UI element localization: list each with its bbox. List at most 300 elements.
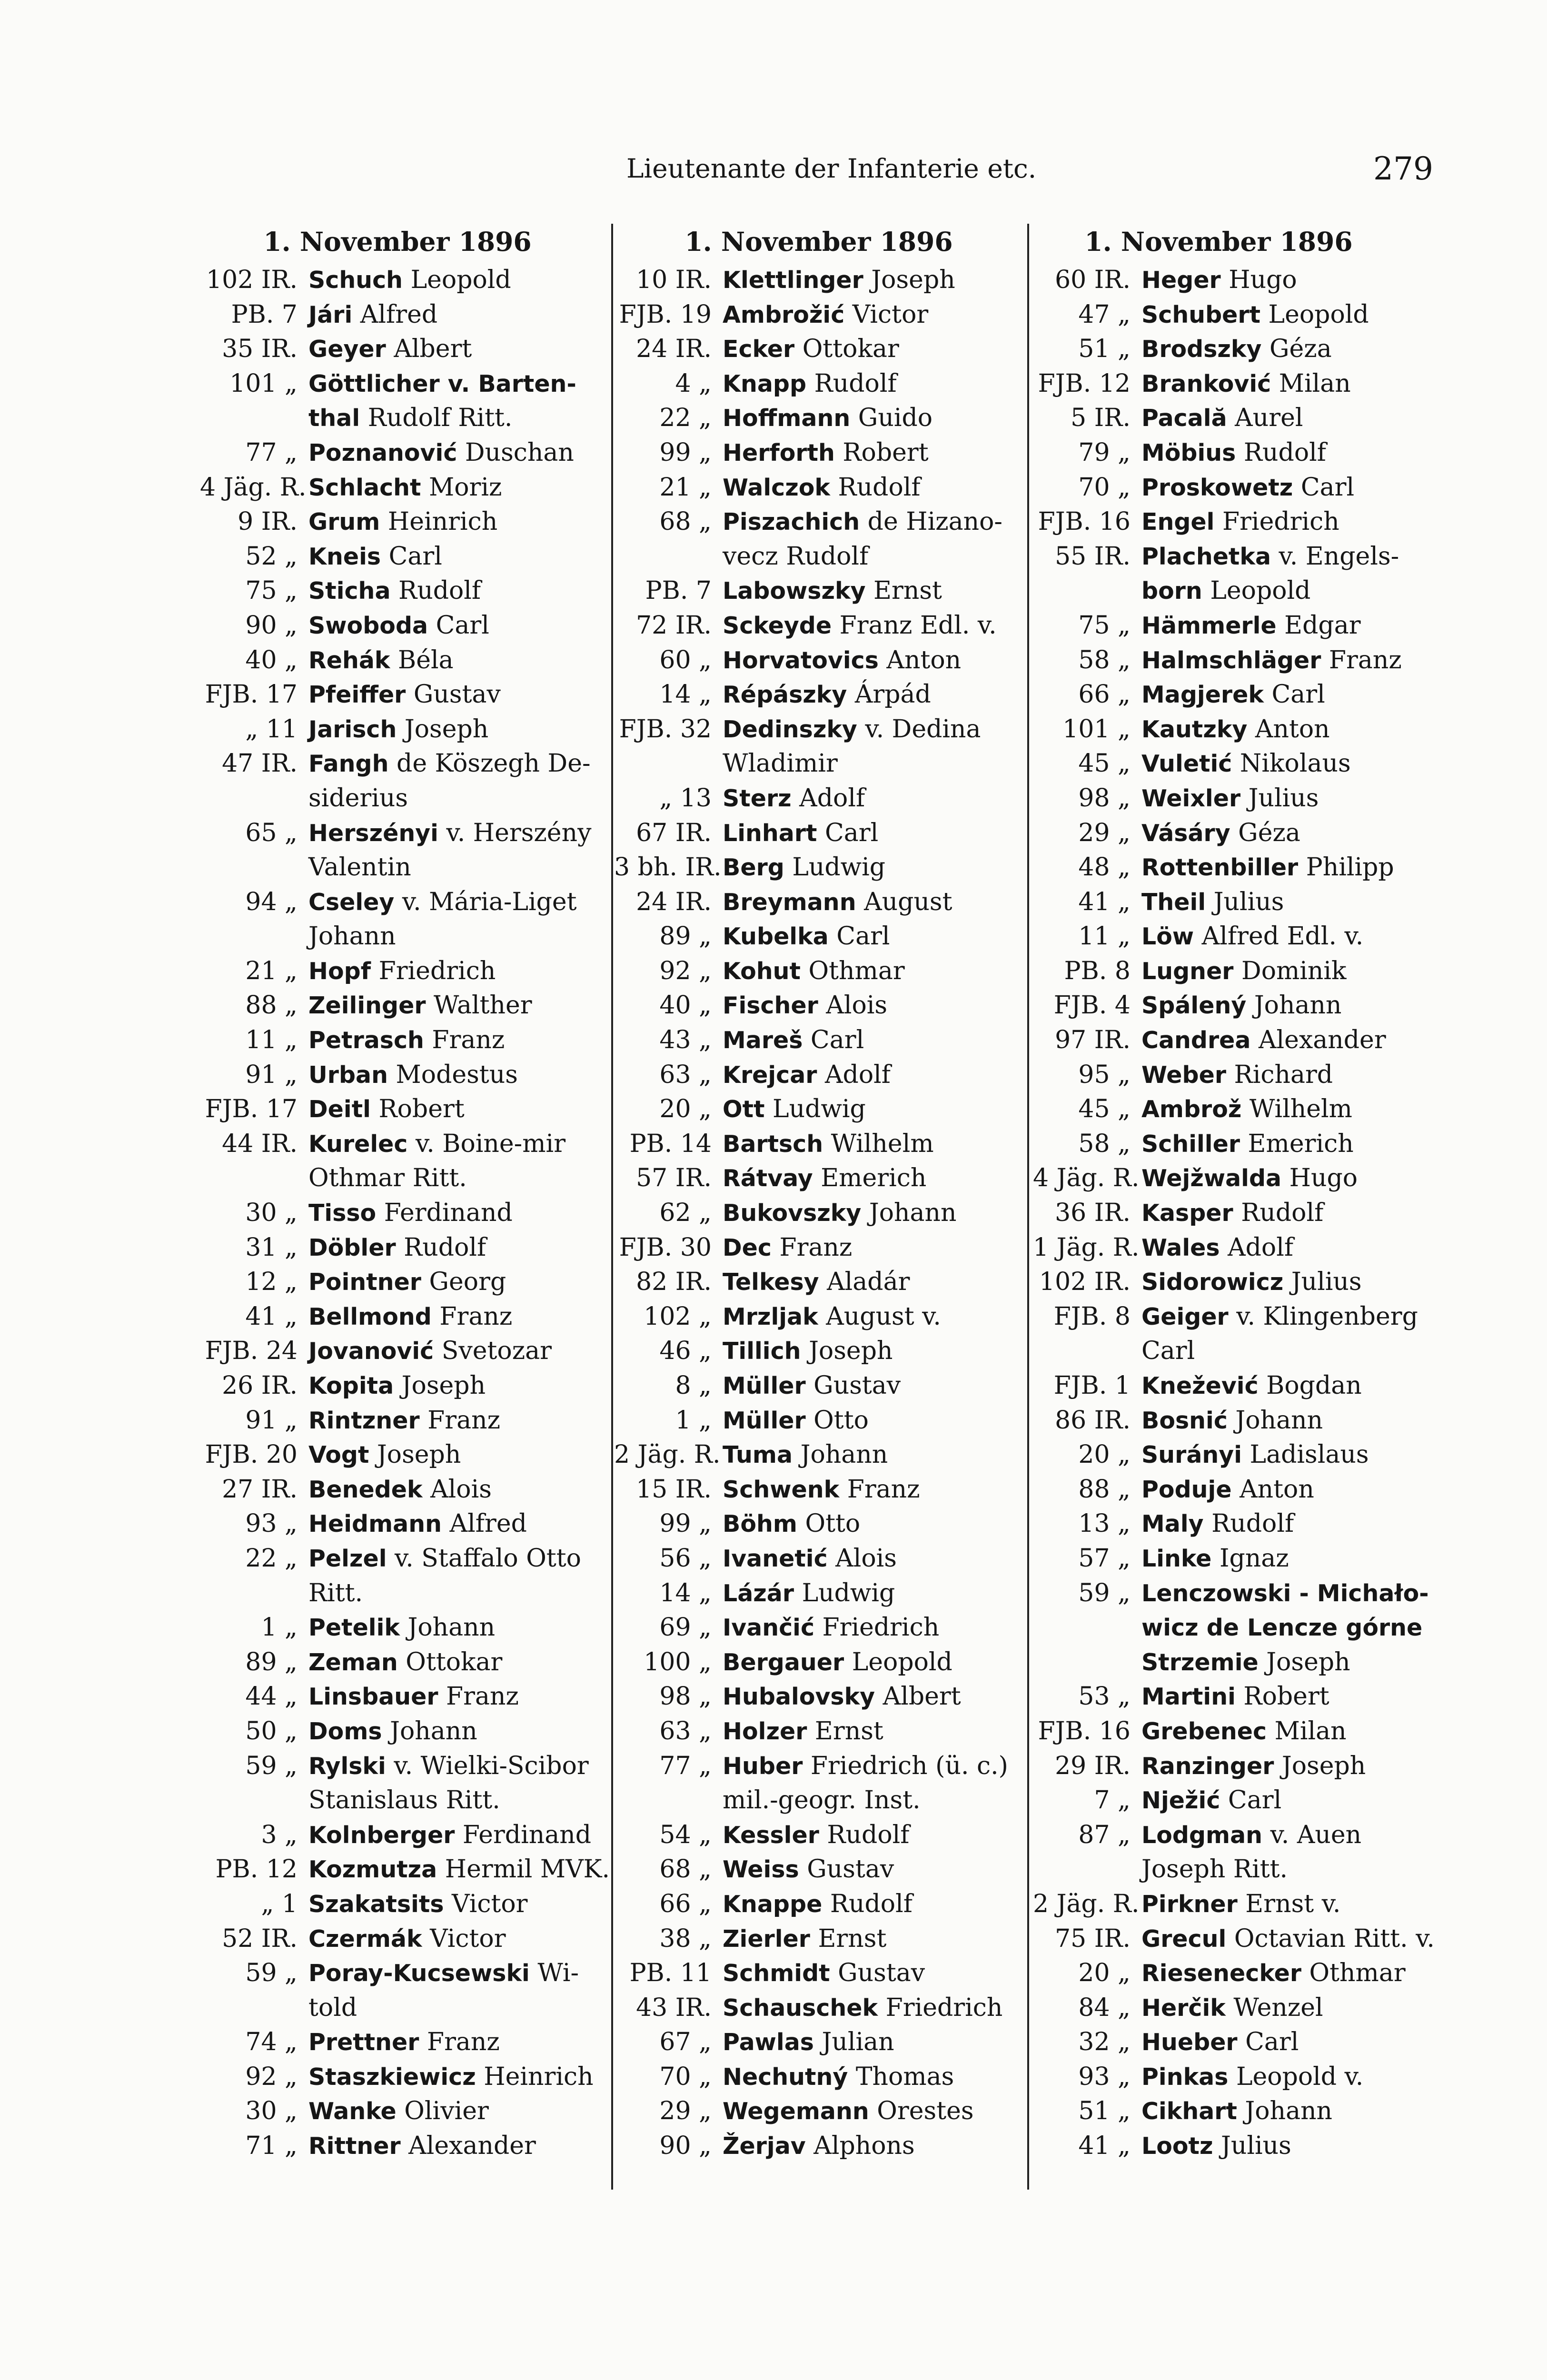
entry-text [723, 367, 897, 402]
entry-text [723, 712, 981, 747]
unit-label: 29 IR. [1055, 1751, 1130, 1780]
entry-text [723, 643, 961, 678]
given-name: Rudolf [806, 369, 897, 398]
unit-label: 102 „ [644, 1302, 712, 1331]
list-item [614, 2060, 1023, 2094]
list-item [614, 1230, 1023, 1265]
list-item [200, 1922, 595, 1956]
given-name: Wi- [529, 1959, 579, 1988]
list-item [1033, 574, 1404, 608]
surname: Prettner [308, 2029, 419, 2056]
entry-text [308, 1472, 492, 1507]
unit-label: 94 „ [245, 887, 298, 916]
list-item [1033, 539, 1404, 574]
surname: Magjerek [1141, 681, 1264, 709]
list-item [1033, 470, 1404, 505]
unit-label: 44 IR. [222, 1129, 298, 1158]
entry-text [723, 988, 887, 1023]
unit-label: PB. 11 [629, 1959, 712, 1988]
given-name: Ritt. [308, 1578, 363, 1607]
given-name: Ferdinand [455, 1820, 591, 1849]
surname: Vásáry [1141, 819, 1230, 847]
unit-label: 59 „ [245, 1751, 298, 1780]
list-item [1033, 332, 1404, 367]
unit-label: 41 „ [245, 1302, 298, 1331]
list-item [200, 1991, 595, 2025]
list-item [614, 1714, 1023, 1749]
surname: Breymann [723, 888, 856, 916]
given-name: Carl [803, 1026, 864, 1055]
entry-text [1141, 1334, 1195, 1369]
entry-text [723, 1472, 920, 1507]
surname: Candrea [1141, 1027, 1251, 1054]
surname: Theil [1141, 888, 1206, 916]
surname: Branković [1141, 370, 1271, 397]
entry-text [723, 505, 1002, 540]
unit-label: 4 Jäg. R. [200, 473, 307, 502]
entry-text [1141, 2094, 1332, 2129]
given-name: Alfred Edl. v. [1194, 922, 1364, 951]
unit-label: 30 „ [245, 1199, 298, 1228]
entry-text [308, 1818, 591, 1853]
list-item [200, 954, 595, 989]
unit-label: 38 „ [659, 1924, 712, 1953]
surname: Halmschläger [1141, 646, 1321, 674]
entry-text [723, 1023, 864, 1058]
surname: Fangh [308, 750, 389, 778]
unit-label: 41 „ [1078, 2132, 1130, 2161]
given-name: Valentin [308, 853, 411, 882]
surname: Deitl [308, 1096, 371, 1123]
entry-text [723, 332, 899, 367]
given-name: Alexander [1250, 1026, 1386, 1055]
given-name: v. Engels- [1271, 542, 1399, 571]
column-divider [611, 224, 613, 2190]
column-heading: 1. November 1896 [1084, 226, 1353, 257]
entry-text [308, 263, 511, 298]
entry-text [723, 1368, 901, 1404]
unit-label: 100 „ [644, 1647, 712, 1676]
surname: Huber [723, 1752, 803, 1780]
surname: Zeilinger [308, 992, 426, 1020]
list-item [200, 919, 595, 954]
entry-text [723, 2094, 974, 2129]
given-name: Ernst [865, 576, 942, 605]
entry-text [1141, 1887, 1340, 1922]
list-item [614, 332, 1023, 367]
unit-label: 55 IR. [1055, 542, 1130, 571]
list-item [200, 367, 595, 401]
list-item [614, 436, 1023, 470]
list-item [200, 1541, 595, 1576]
given-name: Edgar [1276, 611, 1361, 640]
entry-text [308, 1161, 467, 1196]
entry-text [1141, 677, 1325, 713]
entry-text [308, 436, 574, 471]
surname: Weiss [723, 1856, 799, 1884]
surname: Kautzky [1141, 715, 1248, 743]
entry-text [1141, 1161, 1358, 1196]
unit-label: FJB. 30 [619, 1233, 712, 1262]
unit-label: 44 „ [245, 1682, 298, 1711]
entry-text [308, 1023, 505, 1058]
unit-label: 92 „ [659, 956, 712, 985]
unit-label: 4 Jäg. R. [1033, 1164, 1140, 1193]
list-item [1033, 367, 1404, 401]
unit-label: 89 „ [245, 1647, 298, 1676]
list-item [200, 712, 595, 747]
given-name: Adolf [817, 1060, 891, 1089]
entry-text [723, 1299, 941, 1335]
entry-text [1141, 1991, 1323, 2026]
unit-label: 46 „ [659, 1337, 712, 1366]
unit-label: 40 „ [245, 645, 298, 674]
list-item [614, 781, 1023, 816]
unit-label: 101 „ [229, 369, 298, 398]
entry-text [1141, 1576, 1429, 1611]
given-name: Aurel [1227, 404, 1303, 433]
entry-text [723, 2129, 915, 2164]
entry-text [308, 401, 512, 436]
surname: Heidmann [308, 1510, 442, 1538]
given-name: Carl [1237, 2028, 1299, 2057]
list-item [614, 1645, 1023, 1680]
unit-label: FJB. 16 [1038, 1716, 1130, 1745]
unit-label: 2 Jäg. R. [614, 1440, 721, 1469]
given-name: Julius [1240, 783, 1319, 813]
entry-text [308, 885, 577, 920]
given-name: Joseph [801, 1337, 893, 1366]
given-name: Joseph [394, 1371, 486, 1400]
list-item [1033, 1541, 1404, 1576]
list-item [200, 470, 595, 505]
list-item [614, 401, 1023, 436]
surname: Geiger [1141, 1303, 1229, 1330]
entry-text [723, 1161, 926, 1196]
surname: Rylski [308, 1752, 386, 1780]
unit-label: 68 „ [659, 507, 712, 536]
given-name: Gustav [805, 1371, 901, 1400]
surname: Poray-Kucsewski [308, 1960, 530, 1987]
entry-text [1141, 263, 1297, 298]
entry-text [1141, 1058, 1333, 1093]
surname: Urban [308, 1061, 388, 1089]
list-item [1033, 1852, 1404, 1887]
given-name: Carl [381, 542, 442, 571]
list-item [200, 401, 595, 436]
given-name: Wilhelm [1241, 1095, 1352, 1124]
list-item [1033, 1438, 1404, 1472]
list-item [614, 505, 1023, 539]
entry-text [723, 1507, 860, 1542]
given-name: Heinrich [380, 507, 498, 536]
list-item [200, 539, 595, 574]
entry-text [308, 1127, 565, 1162]
surname: Hubalovsky [723, 1683, 875, 1711]
unit-label: 43 „ [659, 1026, 712, 1055]
list-item [614, 885, 1023, 920]
surname: Göttlicher v. Barten- [308, 370, 576, 397]
entry-text [308, 539, 442, 575]
given-name: Johann [1227, 1406, 1323, 1435]
given-name: Ernst [807, 1716, 883, 1745]
unit-label: 68 „ [659, 1855, 712, 1884]
column-3 [1033, 224, 1435, 2190]
surname: Rintzner [308, 1407, 420, 1434]
entry-text [308, 1679, 519, 1715]
given-name: Rudolf [822, 1889, 912, 1918]
entry-text [1141, 1438, 1369, 1473]
list-item [1033, 885, 1404, 920]
surname: wicz de Lencze górne [1141, 1614, 1423, 1642]
given-name: told [308, 1993, 357, 2022]
list-item [200, 1852, 610, 1887]
entry-text [1141, 919, 1363, 954]
list-item [614, 263, 1023, 298]
unit-label: 66 „ [1078, 680, 1130, 709]
unit-label: 70 „ [659, 2062, 712, 2091]
entry-text [1141, 1783, 1281, 1818]
unit-label: 102 IR. [1039, 1268, 1130, 1297]
entry-text [723, 1991, 1002, 2026]
given-name: Ernst [810, 1924, 887, 1953]
entry-text [308, 1956, 579, 1991]
surname: Berg [723, 854, 784, 882]
unit-label: 2 Jäg. R. [1033, 1889, 1140, 1918]
entry-text [308, 1334, 552, 1369]
surname: Benedek [308, 1476, 423, 1503]
surname: Ivančić [723, 1614, 815, 1642]
surname: Hämmerle [1141, 612, 1277, 639]
unit-label: 5 IR. [1071, 404, 1130, 433]
list-item [200, 643, 595, 678]
entry-text [308, 1887, 528, 1922]
list-item [1033, 1991, 1404, 2025]
entry-text [723, 1679, 961, 1715]
unit-label: 51 „ [1078, 335, 1130, 364]
given-name: Leopold v. [1228, 2062, 1364, 2091]
given-name: Rudolf [819, 1820, 910, 1849]
list-item [614, 574, 1023, 608]
entry-text [308, 677, 501, 713]
surname: Kasper [1141, 1200, 1233, 1227]
list-item [614, 1472, 1023, 1507]
column-1 [200, 224, 610, 2190]
given-name: Friedrich (ü. c.) [803, 1751, 1008, 1780]
entry-text [308, 919, 396, 954]
entry-text [308, 1507, 527, 1542]
entry-text [308, 2060, 594, 2095]
entry-text [723, 954, 905, 989]
surname: Surányi [1141, 1441, 1242, 1469]
surname: Zierler [723, 1925, 810, 1953]
given-name: Rudolf [1236, 438, 1327, 467]
list-item [200, 574, 595, 608]
entry-text [308, 1852, 610, 1887]
entry-text [1141, 954, 1347, 989]
unit-label: 11 „ [245, 1026, 298, 1055]
list-item [614, 1541, 1023, 1576]
unit-label: 87 „ [1078, 1820, 1130, 1849]
given-name: Carl [1263, 680, 1325, 709]
entry-text [723, 1956, 925, 1991]
surname: Rátvay [723, 1165, 813, 1192]
list-item [200, 988, 595, 1023]
list-item [1033, 919, 1404, 954]
unit-label: 20 „ [1078, 1959, 1130, 1988]
unit-label: 82 IR. [636, 1268, 712, 1297]
unit-label: 70 „ [1078, 473, 1130, 502]
list-item [1033, 1472, 1404, 1507]
entry-text [723, 1127, 934, 1162]
unit-label: 57 „ [1078, 1544, 1130, 1573]
list-item [200, 1127, 595, 1161]
entry-text [1141, 401, 1303, 436]
surname: Répászky [723, 681, 847, 709]
given-name: Friedrich [371, 956, 496, 985]
entry-text [308, 2129, 536, 2164]
given-name: Franz [1321, 645, 1402, 674]
entry-text [308, 1403, 500, 1438]
unit-label: „ 13 [659, 783, 712, 813]
given-name: siderius [308, 783, 408, 813]
surname: Ambrož [1141, 1096, 1242, 1123]
unit-label: 99 „ [659, 1509, 712, 1538]
given-name: Olivier [396, 2097, 489, 2126]
entry-text [1141, 1368, 1362, 1404]
given-name: August [856, 887, 952, 916]
unit-label: FJB. 20 [205, 1440, 298, 1469]
given-name: Wilhelm [823, 1129, 934, 1158]
unit-label: 9 IR. [238, 507, 298, 536]
surname: Schlacht [308, 474, 421, 501]
given-name: Alois [827, 1544, 897, 1573]
given-name: Franz [419, 1406, 500, 1435]
list-item [1033, 1783, 1404, 1818]
given-name: Franz [839, 1475, 920, 1504]
list-item [200, 1230, 595, 1265]
list-item [614, 919, 1023, 954]
given-name: Hugo [1220, 266, 1297, 294]
entry-text [1141, 1852, 1288, 1887]
given-name: Rudolf [1203, 1509, 1294, 1538]
given-name: Walther [426, 991, 532, 1020]
surname: Kurelec [308, 1130, 408, 1158]
entry-text [723, 850, 885, 885]
surname: Riesenecker [1141, 1960, 1301, 1987]
entry-text [308, 1576, 363, 1611]
entry-text [1141, 1818, 1361, 1853]
list-item [1033, 1058, 1404, 1092]
entry-text [1141, 1127, 1354, 1162]
given-name: Ernst v. [1237, 1889, 1341, 1918]
unit-label: FJB. 19 [619, 300, 712, 329]
entry-text [308, 1265, 506, 1300]
list-item [614, 1127, 1023, 1161]
unit-label: FJB. 17 [205, 1095, 298, 1124]
surname: Klettlinger [723, 267, 863, 294]
entry-text [1141, 1507, 1294, 1542]
surname: Böhm [723, 1510, 797, 1538]
unit-label: 21 „ [659, 473, 712, 502]
surname: Sterz [723, 784, 792, 812]
unit-label: 1 „ [261, 1613, 298, 1642]
given-name: Rudolf [830, 473, 921, 502]
list-item [1033, 1956, 1404, 1991]
entry-text [308, 954, 496, 989]
given-name: Wladimir [723, 749, 838, 778]
entry-text [1141, 1023, 1386, 1058]
given-name: Emerich [813, 1164, 927, 1193]
unit-label: 47 „ [1078, 300, 1130, 329]
entry-text [1141, 850, 1394, 885]
surname: Jári [308, 301, 353, 328]
entry-text [1141, 712, 1330, 747]
unit-label: 60 IR. [1055, 266, 1130, 294]
entry-text [308, 643, 454, 678]
list-item [200, 2094, 595, 2129]
list-item [614, 1299, 1023, 1334]
surname: Herforth [723, 439, 835, 466]
unit-label: 3 „ [261, 1820, 298, 1849]
surname: Bartsch [723, 1130, 823, 1158]
list-item [1033, 816, 1404, 851]
entry-text [308, 574, 481, 609]
entry-text [308, 1299, 512, 1335]
list-item [200, 1749, 595, 1784]
unit-label: FJB. 8 [1053, 1302, 1130, 1331]
entry-text [308, 850, 411, 885]
entry-text [308, 1196, 513, 1231]
given-name: Julius [1283, 1268, 1362, 1297]
entry-text [723, 1541, 897, 1577]
given-name: Emerich [1240, 1129, 1354, 1158]
surname: Lodgman [1141, 1821, 1263, 1849]
surname: Engel [1141, 508, 1215, 536]
entry-text [1141, 1610, 1422, 1646]
list-item [1033, 436, 1404, 470]
surname: Nježić [1141, 1787, 1220, 1815]
entry-text [308, 781, 408, 816]
list-item [200, 1265, 595, 1299]
given-name: Othmar [1301, 1959, 1406, 1988]
surname: Schmidt [723, 1960, 830, 1987]
list-item [614, 1818, 1023, 1853]
unit-label: 71 „ [245, 2132, 298, 2161]
list-item [200, 1610, 595, 1645]
list-item [200, 1023, 595, 1058]
given-name: Rudolf [1233, 1199, 1324, 1228]
entry-text [723, 436, 929, 471]
list-item [200, 1818, 595, 1853]
given-name: Dominik [1233, 956, 1347, 985]
surname: Petrasch [308, 1027, 424, 1054]
given-name: Svetozar [434, 1337, 552, 1366]
surname: Bosnić [1141, 1407, 1228, 1434]
given-name: Franz [771, 1233, 853, 1262]
unit-label: 22 „ [245, 1544, 298, 1573]
entry-text [1141, 1265, 1362, 1300]
given-name: Friedrich [878, 1993, 1003, 2022]
given-name: Bogdan [1258, 1371, 1362, 1400]
surname: Knapp [723, 370, 807, 397]
surname: Mrzljak [723, 1303, 818, 1330]
given-name: v. Auen [1262, 1820, 1362, 1849]
list-item [200, 298, 595, 332]
unit-label: 12 „ [245, 1268, 298, 1297]
surname: Krejcar [723, 1061, 817, 1089]
list-item [200, 1403, 595, 1438]
